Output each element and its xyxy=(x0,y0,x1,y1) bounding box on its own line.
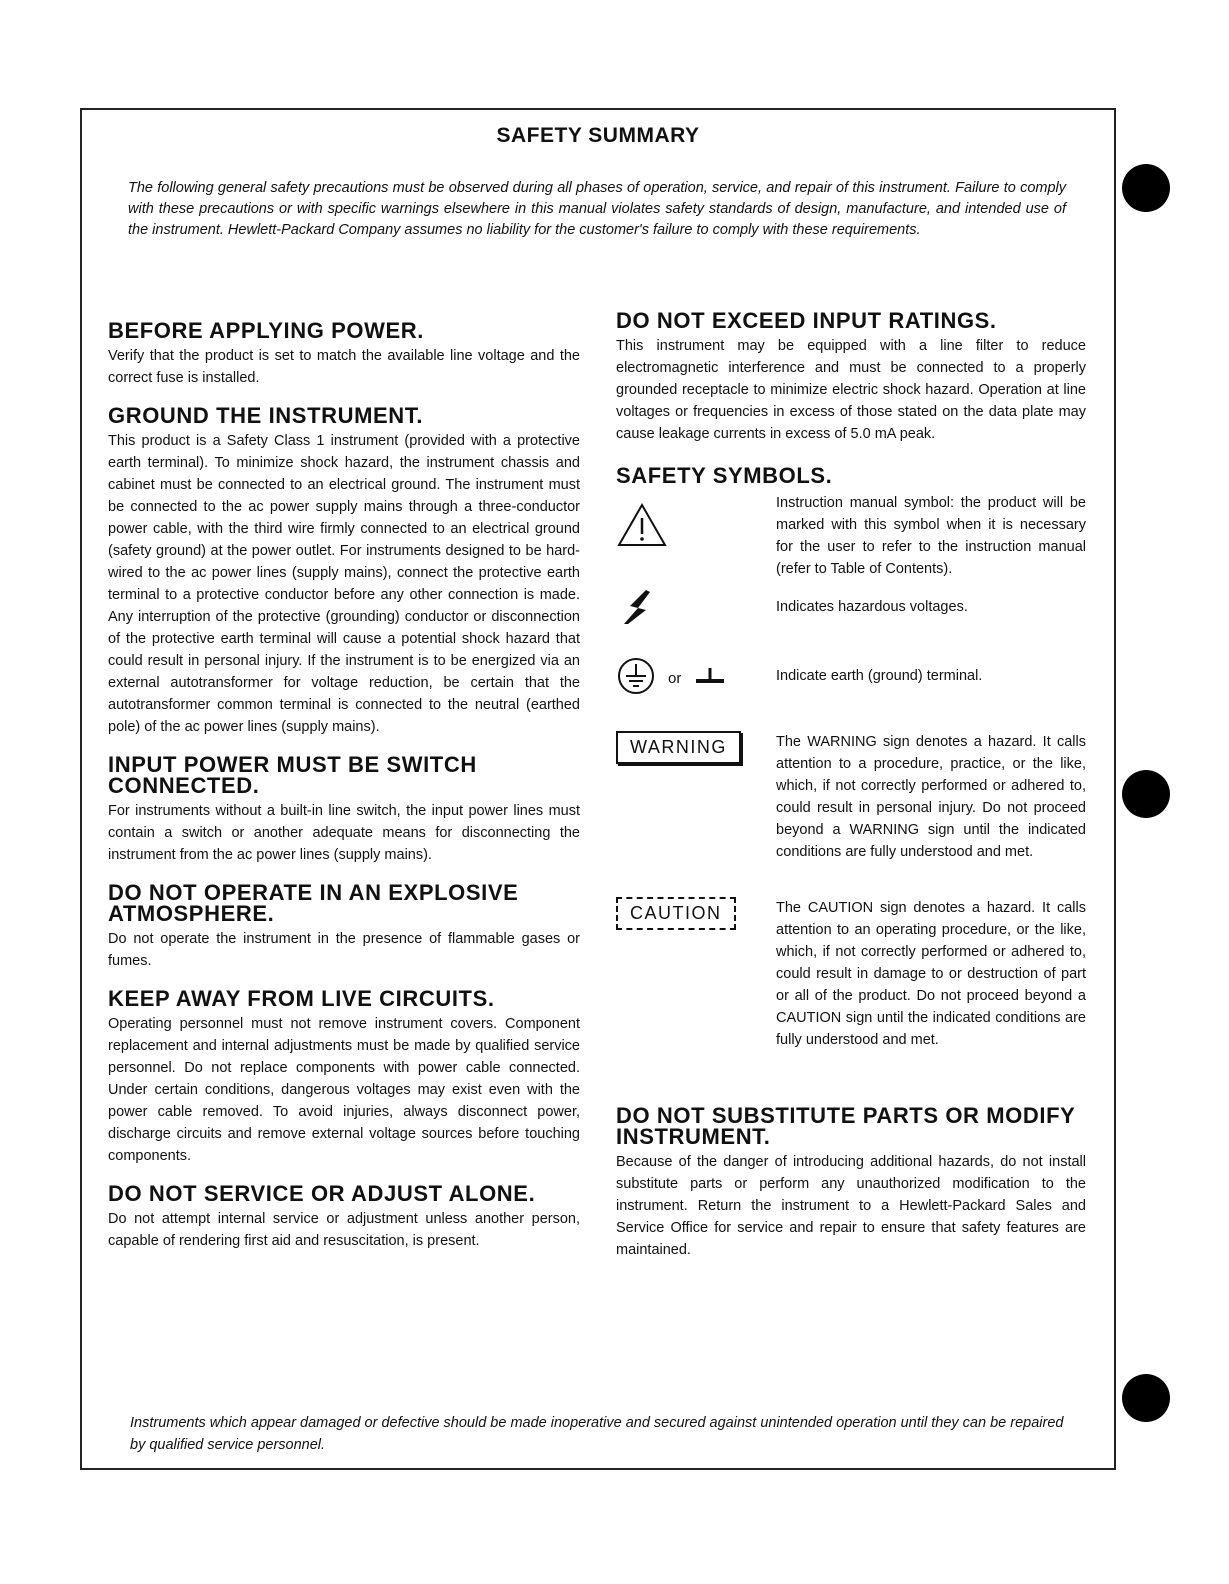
symbol-row-earth xyxy=(616,656,1086,701)
binder-hole-bottom xyxy=(1122,1374,1170,1422)
page-title: SAFETY SUMMARY xyxy=(496,124,700,147)
section-heading: DO NOT SERVICE OR ADJUST ALONE. xyxy=(108,1181,536,1206)
section-input-ratings xyxy=(616,310,1086,445)
section-before-applying-power xyxy=(108,320,580,389)
warning-label-box-wrap xyxy=(616,731,776,764)
section-body: Do not operate the instrument in the presence of flammable gases or fumes. xyxy=(108,931,580,969)
ground-terminal-icon xyxy=(693,664,727,693)
right-column xyxy=(616,310,1086,1277)
left-column xyxy=(108,320,580,1268)
section-live-circuits xyxy=(108,988,580,1167)
section-heading: GROUND THE INSTRUMENT. xyxy=(108,403,424,428)
binder-hole-middle xyxy=(1122,770,1170,818)
or-text: or xyxy=(668,670,682,687)
section-heading: KEEP AWAY FROM LIVE CIRCUITS. xyxy=(108,986,495,1011)
section-heading: BEFORE APPLYING POWER. xyxy=(108,318,424,343)
symbol-earth-text: Indicate earth (ground) terminal. xyxy=(776,668,983,684)
section-ground-instrument xyxy=(108,405,580,738)
symbol-row-manual xyxy=(616,492,1086,580)
section-body: Operating personnel must not remove instrument covers. Component replacement and internal adjustments must be made by qualified service personnel. Do not replace components with power cable connected. Under certain conditions, dangerous voltages may exist even with the power cable removed. To avoid injuries, always disconnect power, discharge circuits and remove external voltage sources before touching components. xyxy=(108,1016,580,1164)
intro-paragraph: The following general safety precautions must be observed during all phases of operation, service, and repair of this instrument. Failure to comply with these precautions or with specific warnings elsewhere in this manual violates safety standards of design, manufacture, and intended use of the instrument. Hewlett-Packard Company assumes no liability for the customer's failure to comply with these requirements. xyxy=(128,180,1066,238)
symbol-row-caution xyxy=(616,897,1086,1051)
warning-label-box: WARNING xyxy=(616,731,741,764)
closing-note: Instruments which appear damaged or defective should be made inoperative and secured against unintended operation until they can be repaired by qualified service personnel. xyxy=(130,1415,1064,1453)
section-heading: DO NOT OPERATE IN AN EXPLOSIVE ATMOSPHERE. xyxy=(108,880,519,926)
section-heading: DO NOT SUBSTITUTE PARTS OR MODIFY INSTRUMENT. xyxy=(616,1103,1075,1149)
safety-summary-frame xyxy=(80,108,1116,1470)
protective-earth-icon xyxy=(616,656,656,701)
warning-triangle-icon xyxy=(616,492,776,548)
section-body: This instrument may be equipped with a line filter to reduce electromagnetic interference and must be connected to a properly grounded receptacle to minimize electric shock hazard. Operation at line voltages or frequencies in excess of those stated on the data plate may cause leakage currents in excess of 5.0 mA peak. xyxy=(616,338,1086,442)
symbol-hazard-text: Indicates hazardous voltages. xyxy=(776,599,968,615)
section-explosive-atmosphere xyxy=(108,882,580,972)
section-body: Do not attempt internal service or adjustment unless another person, capable of rendering first aid and resuscitation, is present. xyxy=(108,1211,580,1249)
section-substitute-parts xyxy=(616,1105,1086,1261)
section-body: This product is a Safety Class 1 instrument (provided with a protective earth terminal). To minimize shock hazard, the instrument chassis and cabinet must be connected to an electrical ground. The instrument must be connected to the ac power supply mains through a three-conductor power cable, with the third wire firmly connected to an electrical ground (safety ground) at the power outlet. For instruments designed to be hard-wired to the ac power lines (supply mains), connect the protective earth terminal to a protective conductor before any other connection is made. Any interruption of the protective (grounding) conductor or disconnection of the protective earth terminal will cause a potential shock hazard that could result in personal injury. If the instrument is to be energized via an external autotransformer for voltage reduction, be certain that the autotransformer common terminal is connected to the neutral (earthed pole) of the ac power lines (supply mains). xyxy=(108,433,580,735)
section-body: For instruments without a built-in line switch, the input power lines must contain a switch or another adequate means for disconnecting the instrument from the ac power lines (supply mains). xyxy=(108,803,580,863)
caution-label-box: CAUTION xyxy=(616,897,736,930)
section-heading: DO NOT EXCEED INPUT RATINGS. xyxy=(616,308,997,333)
section-body: Because of the danger of introducing additional hazards, do not install substitute parts or perform any unauthorized modification to the instrument. Return the instrument to a Hewlett-Packard Sales and Service Office for service and repair to ensure that safety features are maintained. xyxy=(616,1154,1086,1258)
symbol-caution-text: The CAUTION sign denotes a hazard. It calls attention to an operating procedure, or the like, which, if not correctly performed or adhered to, could result in damage to or destruction of part or all of the product. Do not proceed beyond a CAUTION sign until the indicated conditions are fully understood and met. xyxy=(776,900,1086,1048)
section-heading: INPUT POWER MUST BE SWITCH CONNECTED. xyxy=(108,752,477,798)
section-safety-symbols xyxy=(616,465,1086,1051)
section-input-power-switch xyxy=(108,754,580,866)
binder-hole-top xyxy=(1122,164,1170,212)
section-body: Verify that the product is set to match the available line voltage and the correct fuse is installed. xyxy=(108,348,580,386)
section-service-alone xyxy=(108,1183,580,1252)
earth-symbols xyxy=(616,656,776,701)
lightning-bolt-icon xyxy=(616,588,776,628)
symbol-row-hazard xyxy=(616,588,1086,628)
section-heading: SAFETY SYMBOLS. xyxy=(616,463,833,488)
symbol-manual-text: Instruction manual symbol: the product will be marked with this symbol when it is necessary for the user to refer to the instruction manual (refer to Table of Contents). xyxy=(776,495,1086,577)
symbol-row-warning xyxy=(616,731,1086,863)
caution-label-box-wrap xyxy=(616,897,776,930)
symbol-warning-text: The WARNING sign denotes a hazard. It calls attention to a procedure, practice, or the like, which, if not correctly performed or adhered to, could result in personal injury. Do not proceed beyond a WARNING sign until the indicated conditions are fully understood and met. xyxy=(776,734,1086,860)
